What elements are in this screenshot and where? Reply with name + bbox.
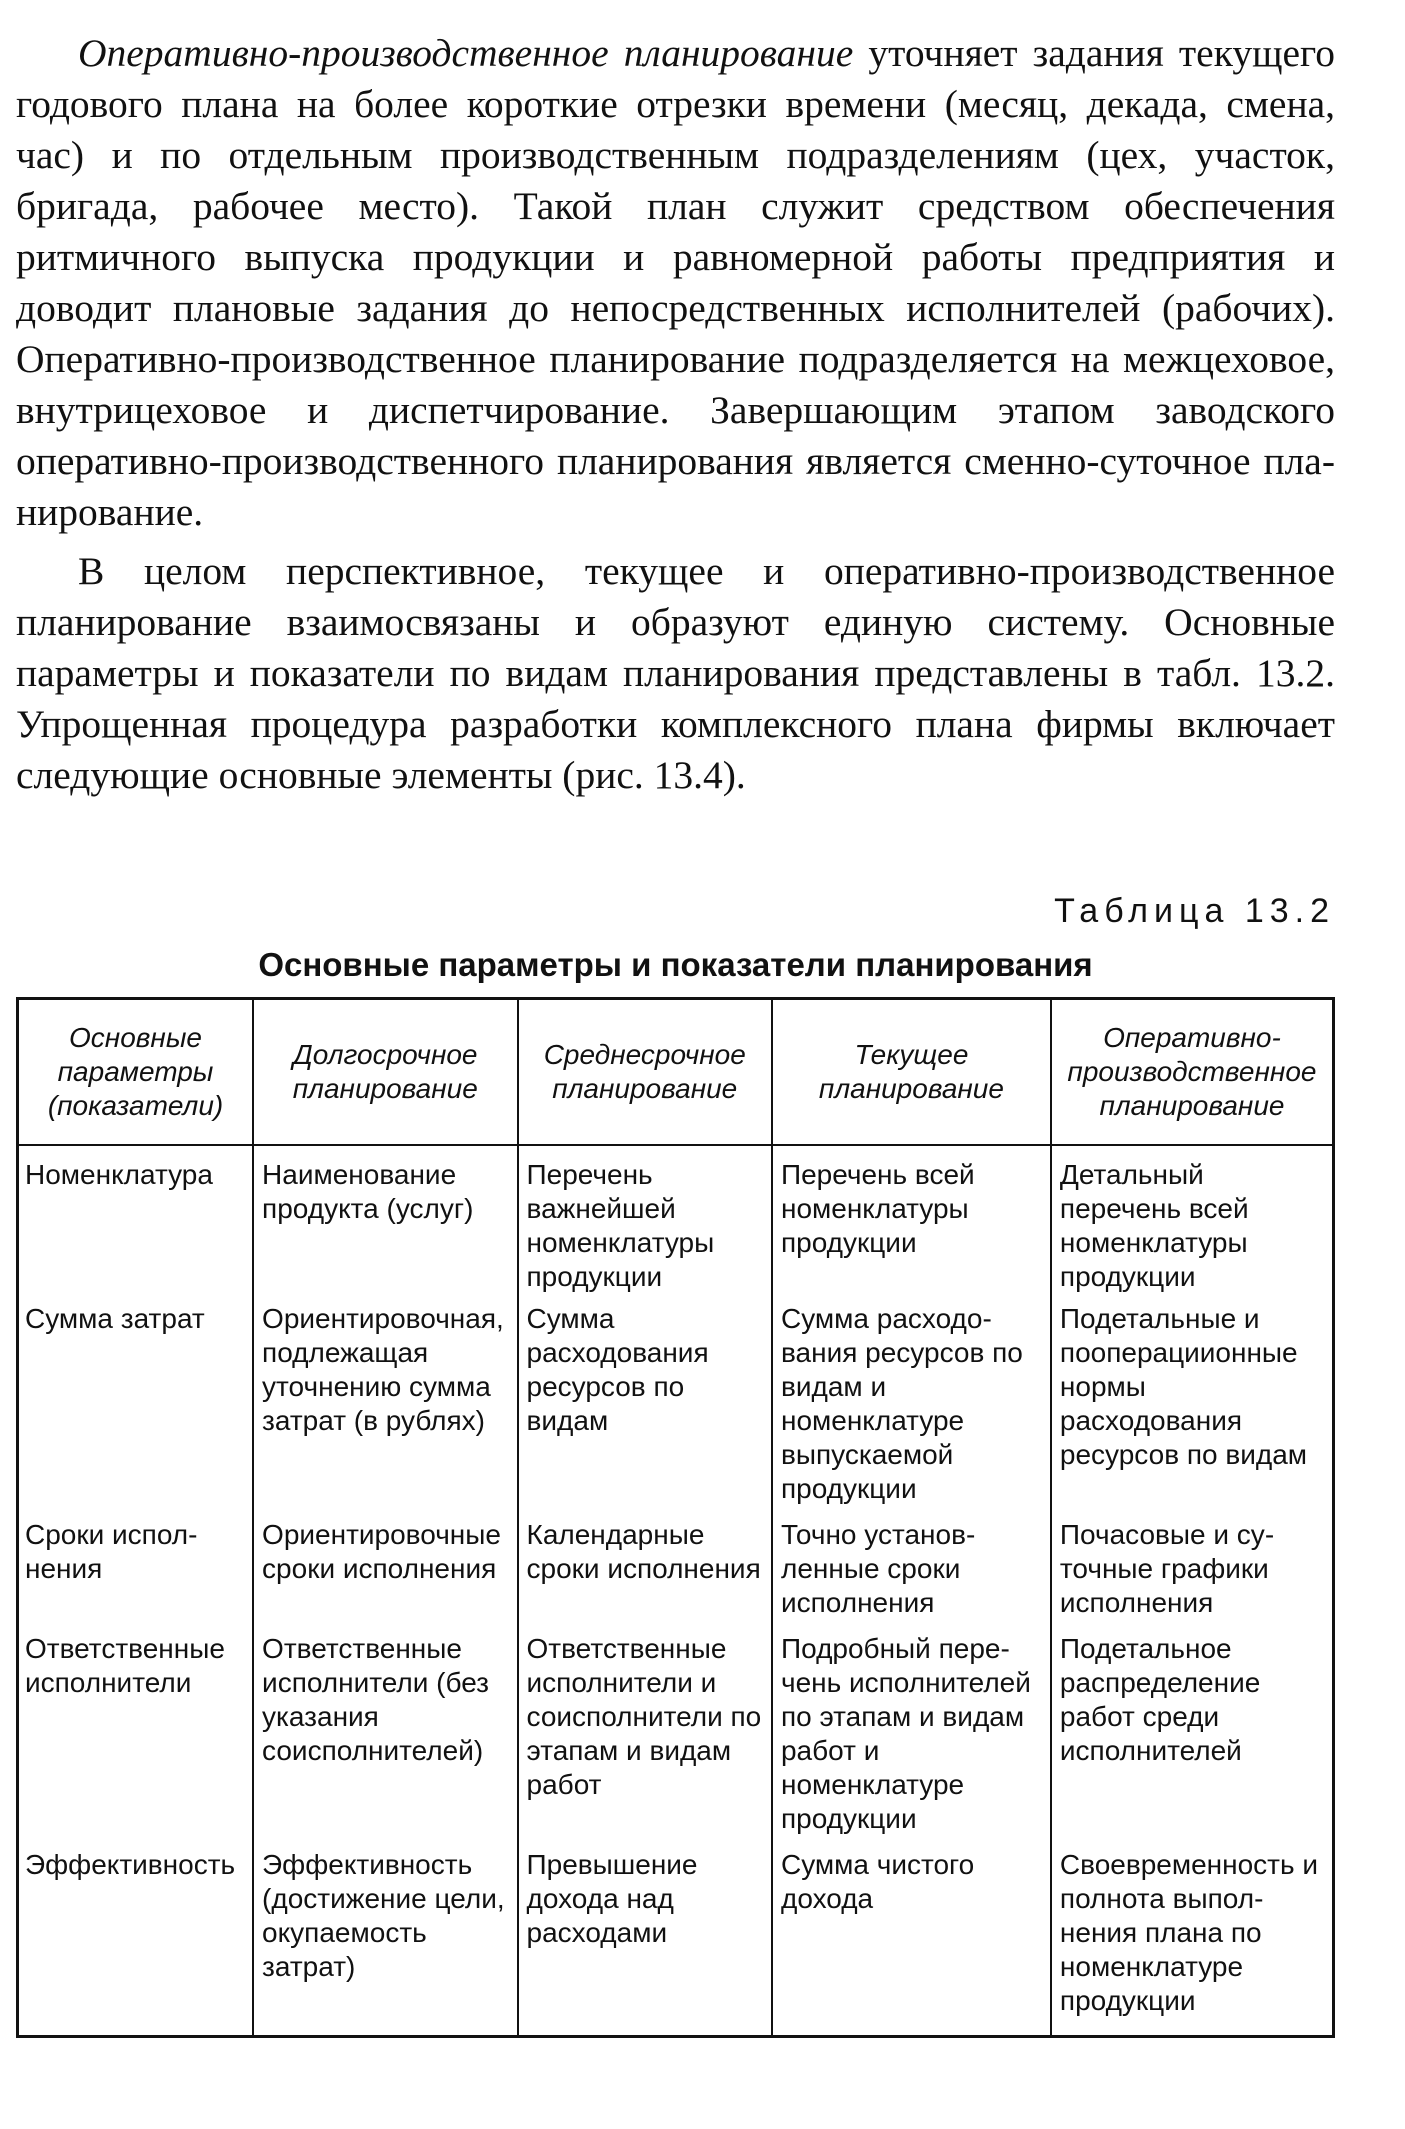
table-cell: Перечень всей номенклатуры продукции <box>772 1145 1051 1300</box>
paragraph-2-text: В целом перспективное, текущее и оперативно-производственное планирование взаимосвязаны и образуют единую систему. Основные параметры и показатели по видам планирования представлены в табл. 13.2. Упрощенная процедура разработки комплексного плана фирмы включает следующие основные элементы (рис. 13.4). <box>16 549 1335 797</box>
table-cell: Своевременность и полнота выполнения плана по номенклатуре продукции <box>1051 1846 1334 2036</box>
table-row <box>18 1630 1334 1846</box>
table-number: Таблица 13.2 <box>1054 892 1335 930</box>
table-cell: Номенклатура <box>18 1145 254 1300</box>
table-row <box>18 1516 1334 1630</box>
table-cell: Сумма расходования ресурсов по видам и номенклатуре выпускаемой продукции <box>772 1300 1051 1516</box>
table-cell: Сумма чистого дохода <box>772 1846 1051 2036</box>
table-cell: Сроки исполнения <box>18 1516 254 1630</box>
table-cell: Сумма расходования ресурсов по видам <box>518 1300 772 1516</box>
header-cell-operational: Оперативно-производственное планирование <box>1051 999 1334 1146</box>
table-cell: Ответственные исполнители <box>18 1630 254 1846</box>
paragraph-1-text: уточняет задания текущего годового плана на более короткие отрезки времени (месяц, декада, смена, час) и по отдельным производственным подразделениям (цех, участок, бригада, рабочее место). Такой план служит средством обеспечения ритмичного выпуска продукции и равномерной работы предприятия и доводит плановые задания до непосредственных исполнителей (рабочих). Оперативно-производственное планирование подразделяется на межцеховое, внутрицеховое и диспетчирование. Завершающим этапом заводского оперативно-производственного планирования является сменно-суточное планирование. <box>16 31 1335 534</box>
table-cell: Подетальные и пооперациионные нормы расходования ресурсов по видам <box>1051 1300 1334 1516</box>
parameters-table <box>16 997 1335 2038</box>
table-cell: Превышение дохода над расходами <box>518 1846 772 2036</box>
table-cell: Календарные сроки исполнения <box>518 1516 772 1630</box>
header-cell-parameters: Основные параметры (показатели) <box>18 999 254 1146</box>
header-cell-mid-term: Среднесрочное планирование <box>518 999 772 1146</box>
header-cell-current: Текущее планирование <box>772 999 1051 1146</box>
table-cell: Подробный перечень исполнителей по этапам и видам работ и номенклатуре продукции <box>772 1630 1051 1846</box>
table-row <box>18 1145 1334 1300</box>
table-cell: Ответственные исполнители (без указания соисполнителей) <box>253 1630 517 1846</box>
paragraph-1 <box>16 28 1335 538</box>
header-cell-long-term: Долгосрочное планирование <box>253 999 517 1146</box>
table-row <box>18 1300 1334 1516</box>
table-cell: Детальный перечень всей номенклатуры продукции <box>1051 1145 1334 1300</box>
table-cell: Эффективность (достижение цели, окупаемость затрат) <box>253 1846 517 2036</box>
table-cell: Почасовые и суточные графики исполнения <box>1051 1516 1334 1630</box>
table-cell: Эффективность <box>18 1846 254 2036</box>
paragraph-1-term: Оперативно-производственное планирование <box>78 31 854 75</box>
table-row <box>18 1846 1334 2036</box>
table-cell: Ответственные исполнители и соисполнители по этапам и видам работ <box>518 1630 772 1846</box>
table-caption: Основные параметры и показатели планирования <box>258 946 1093 983</box>
table-cell: Точно установленные сроки исполнения <box>772 1516 1051 1630</box>
table-cell: Сумма затрат <box>18 1300 254 1516</box>
table-cell: Подетальное распределение работ среди исполнителей <box>1051 1630 1334 1846</box>
table-cell: Наименование продукта (услуг) <box>253 1145 517 1300</box>
table-header-row <box>18 999 1334 1146</box>
table-cell: Перечень важнейшей номенклатуры продукции <box>518 1145 772 1300</box>
paragraph-2 <box>16 546 1335 801</box>
table-cell: Ориентировочные сроки исполнения <box>253 1516 517 1630</box>
table-cell: Ориентировочная, подлежащая уточнению сумма затрат (в рублях) <box>253 1300 517 1516</box>
